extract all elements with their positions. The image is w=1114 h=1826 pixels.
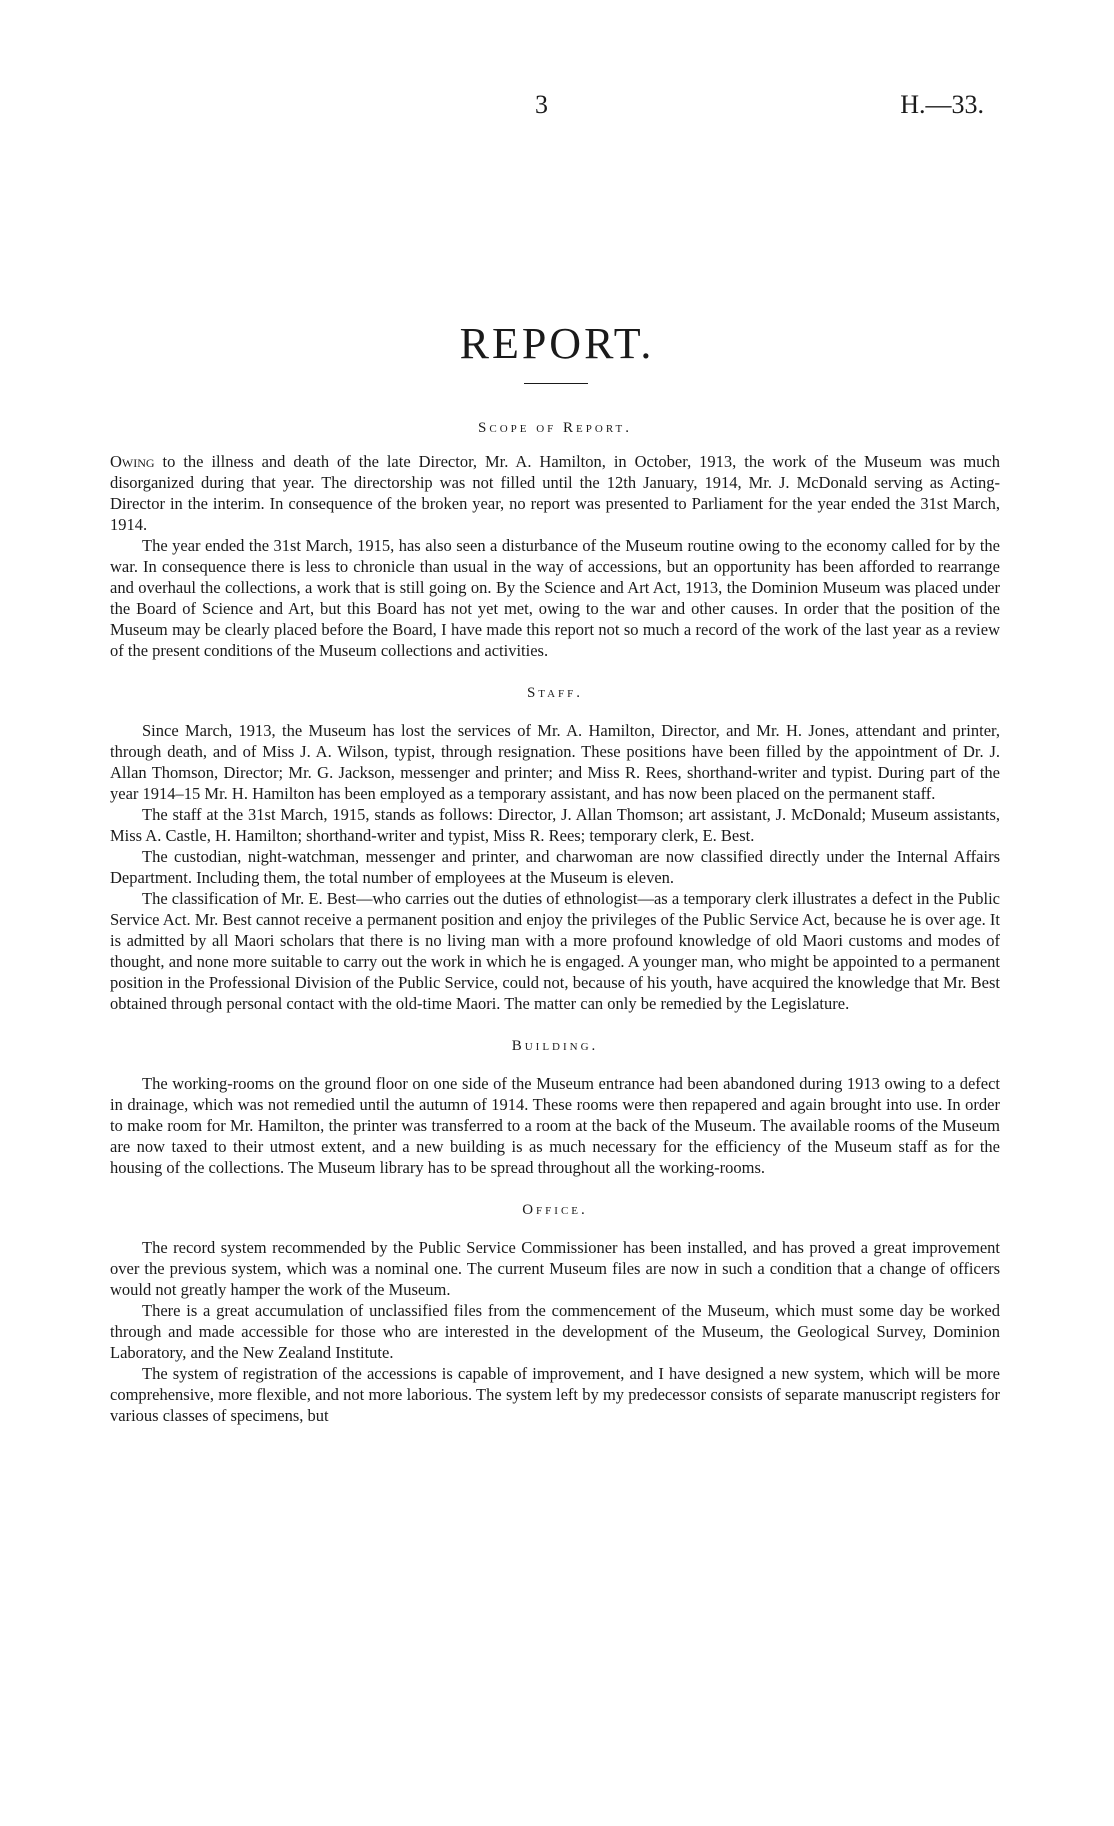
staff-paragraph-1: Since March, 1913, the Museum has lost the services of Mr. A. Hamilton, Director, and Mr. H. Jones, attendant and printer, through death, and of Miss J. A. Wilson, typist, through resignation. These positions have been filled by the appointment of Dr. J. Allan Thomson, Director; Mr. G. Jackson, messenger and printer; and Miss R. Rees, shorthand-writer and typist. During part of the year 1914–15 Mr. H. Hamilton has been employed as a temporary assistant, and has now been placed on the permanent staff. [110,721,1000,803]
scope-paragraph-2: The year ended the 31st March, 1915, has also seen a disturbance of the Museum routine owing to the economy called for by the war. In consequence there is less to chronicle than usual in the way of accessions, but an opportunity has been afforded to rearrange and overhaul the collections, a work that is still going on. By the Science and Art Act, 1913, the Dominion Museum was placed under the Board of Science and Art, but this Board has not yet met, owing to the war and other causes. In order that the position of the Museum may be clearly placed before the Board, I have made this report not so much a record of the work of the last year as a review of the present conditions of the Museum collections and activities. [110,536,1000,660]
report-title: REPORT. [459,319,655,368]
scope-paragraph-1 [110,451,1000,535]
staff-paragraph-3: The custodian, night-watchman, messenger and printer, and charwoman are now classified directly under the Internal Affairs Department. Including them, the total number of employees at the Museum is eleven. [110,847,1000,887]
office-paragraph-3: The system of registration of the accessions is capable of improvement, and I have designed a new system, which will be more comprehensive, more flexible, and not more laborious. The system left by my predecessor consists of separate manuscript registers for various classes of specimens, but [110,1364,1000,1425]
building-heading: Building. [511,1038,599,1054]
scope-lead-word: Owing [110,452,155,471]
staff-heading: Staff. [526,685,584,701]
office-heading: Office. [522,1202,588,1218]
scope-heading: Scope of Report. [478,420,632,436]
title-rule [524,383,588,384]
staff-paragraph-4: The classification of Mr. E. Best—who carries out the duties of ethnologist—as a temporary clerk illustrates a defect in the Public Service Act. Mr. Best cannot receive a permanent position and enjoy the privileges of the Public Service Act, because he is over age. It is admitted by all Maori scholars that there is no living man with a more profound knowledge of old Maori customs and modes of thought, and none more suitable to carry out the work in which he is engaged. A younger man, who might be appointed to a permanent position in the Professional Division of the Public Service, could not, because of his youth, have acquired the knowledge that Mr. Best obtained through personal contact with the old-time Maori. The matter can only be remedied by the Legislature. [110,889,1000,1013]
building-paragraph-1: The working-rooms on the ground floor on one side of the Museum entrance had been abandoned during 1913 owing to a defect in drainage, which was not remedied until the autumn of 1914. These rooms were then repapered and again brought into use. In order to make room for Mr. Hamilton, the printer was transferred to a room at the back of the Museum. The available rooms of the Museum are now taxed to their utmost extent, and a new building is as much necessary for the efficiency of the Museum staff as for the housing of the collections. The Museum library has to be spread throughout all the working-rooms. [110,1074,1000,1177]
scope-paragraph-1-text: to the illness and death of the late Director, Mr. A. Hamilton, in October, 1913, the work of the Museum was much disorganized during that year. The directorship was not filled until the 12th January, 1914, Mr. J. McDonald serving as Acting-Director in the interim. In consequence of the broken year, no report was presented to Parliament for the year ended the 31st March, 1914. [110,452,1001,534]
page-number: 3 [535,90,548,119]
office-paragraph-2: There is a great accumulation of unclassified files from the commencement of the Museum, which must some day be worked through and made accessible for those who are interested in the development of the Museum, the Geological Survey, Dominion Laboratory, and the New Zealand Institute. [110,1301,1000,1362]
document-reference: H.—33. [900,90,984,119]
staff-paragraph-2: The staff at the 31st March, 1915, stands as follows: Director, J. Allan Thomson; art assistant, J. McDonald; Museum assistants, Miss A. Castle, H. Hamilton; shorthand-writer and typist, Miss R. Rees; temporary clerk, E. Best. [110,805,1000,845]
office-paragraph-1: The record system recommended by the Public Service Commissioner has been installed, and has proved a great improvement over the previous system, which was a nominal one. The current Museum files are now in such a condition that a change of officers would not greatly hamper the work of the Museum. [110,1238,1000,1299]
report-body [110,418,1000,1426]
